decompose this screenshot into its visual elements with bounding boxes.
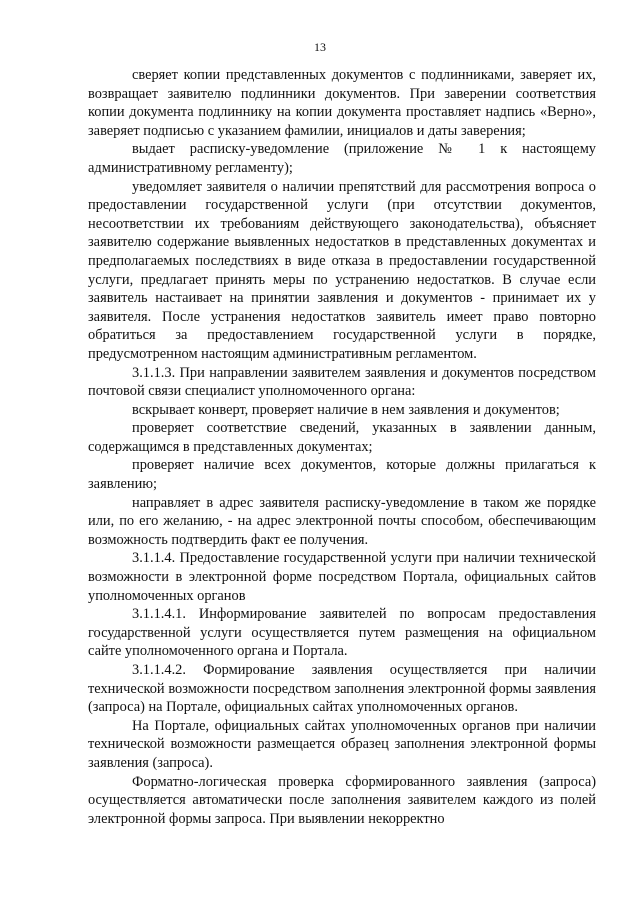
paragraph: вскрывает конверт, проверяет наличие в нем заявления и документов;: [132, 401, 560, 418]
paragraph: направляет в адрес заявителя расписку-уведомление в таком же порядке или, по его желанию, - на адрес электронной почты способом, обеспечивающим возможность подтвердить факт ее получения.: [88, 494, 596, 548]
paragraph: уведомляет заявителя о наличии препятствий для рассмотрения вопроса о предоставлении государственной услуги (при отсутствии документов, несоответствии их требованиям действующего законодательства), объясняет заявителю содержание выявленных недостатков в представленных документах и предполагаемых последствиях в виде отказа в предоставлении государственной услуги, предлагает принять меры по устранению недостатков. В случае если заявитель настаивает на принятии заявления и документов - принимает их у заявителя. После устранения недостатков заявитель имеет право повторно обратиться за предоставлением государственной услуги в порядке, предусмотренном настоящим административным регламентом.: [88, 178, 596, 362]
paragraph: 3.1.1.4.1. Информирование заявителей по вопросам предоставления государственной услуги осуществляется путем размещения на официальном сайте уполномоченного органа и Портала.: [88, 606, 596, 660]
paragraph: 3.1.1.4. Предоставление государственной услуги при наличии технической возможности в электронной форме посредством Портала, официальных сайтов уполномоченных органов: [88, 550, 596, 604]
document-body: [88, 66, 596, 828]
paragraph: выдает расписку-уведомление (приложение № 1 к настоящему административному регламенту);: [88, 141, 596, 176]
paragraph: сверяет копии представленных документов с подлинниками, заверяет их, возвращает заявителю подлинники документов. При заверении соответствия копии документа подлиннику на копии документа проставляет надпись «Верно», заверяет подписью с указанием фамилии, инициалов и даты заверения;: [88, 67, 596, 139]
paragraph: На Портале, официальных сайтах уполномоченных органов при наличии технической возможности размещается образец заполнения электронной формы заявления (запроса).: [88, 717, 596, 771]
paragraph: 3.1.1.3. При направлении заявителем заявления и документов посредством почтовой связи специалист уполномоченного органа:: [88, 364, 596, 400]
paragraph: 3.1.1.4.2. Формирование заявления осуществляется при наличии технической возможности посредством заполнения электронной формы заявления (запроса) на Портале, официальных сайтах уполномоченных органов.: [88, 662, 596, 716]
paragraph: Форматно-логическая проверка сформированного заявления (запроса) осуществляется автоматически после заполнения заявителем каждого из полей электронной формы запроса. При выявлении некорректно: [88, 773, 596, 827]
paragraph: проверяет наличие всех документов, которые должны прилагаться к заявлению;: [88, 457, 596, 493]
paragraph: проверяет соответствие сведений, указанных в заявлении данным, содержащимся в представленных документах;: [88, 420, 596, 455]
page-number: 13: [314, 40, 326, 54]
